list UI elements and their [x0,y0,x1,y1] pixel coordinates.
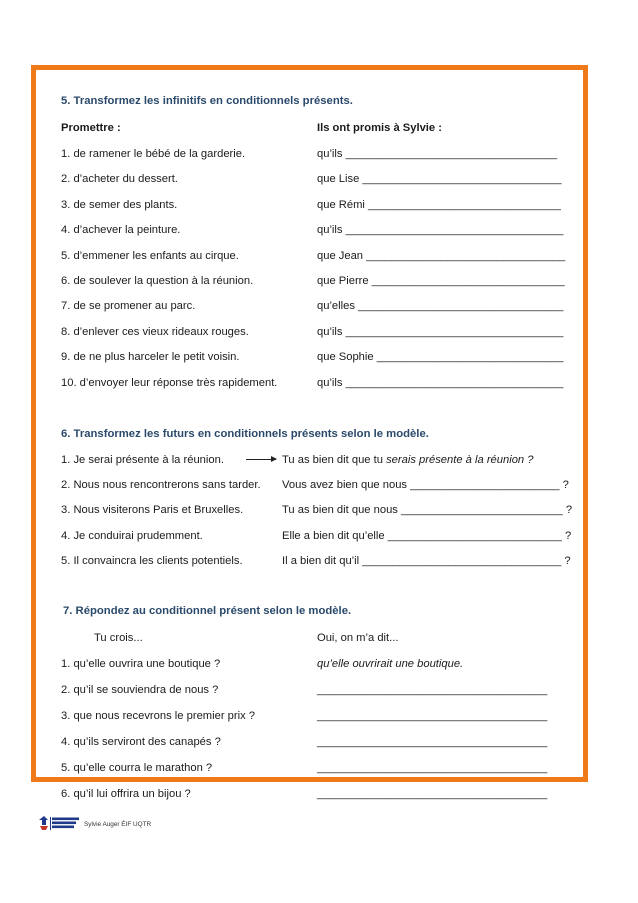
s6-row-1-example [282,453,533,467]
s6-row-3-answer[interactable]: Tu as bien dit que nous __________________________ ? [282,504,573,516]
s6-example-answer: serais présente à la réunion ? [386,454,534,466]
s7-row-4-left: 4. qu’ils serviront des canapés ? [61,736,221,748]
s7-row-4-answer[interactable]: _____________________________________ [317,736,548,748]
s6-row-4-left: 4. Je conduirai prudemment. [61,530,203,542]
s6-row-2-answer[interactable]: Vous avez bien que nous ________________________ ? [282,479,569,491]
section7-head-right: Oui, on m’a dit... [317,632,399,644]
s6-row-2-left: 2. Nous nous rencontrerons sans tarder. [61,479,261,491]
s5-row-8-left: 8. d’enlever ces vieux rideaux rouges. [61,326,249,338]
footer-credit: Sylvie Auger ÉIF UQTR [84,821,152,828]
s5-row-6-left: 6. de soulever la question à la réunion. [61,275,254,287]
school-logo-icon [37,814,81,832]
s5-row-7-answer[interactable]: qu’elles _________________________________ [317,300,564,312]
s5-row-10-answer[interactable]: qu’ils ___________________________________ [317,377,564,389]
s7-row-6-left: 6. qu’il lui offrira un bijou ? [61,788,191,800]
section7-head-left: Tu crois... [94,632,143,644]
s6-row-3-left: 3. Nous visiterons Paris et Bruxelles. [61,504,244,516]
arrow-right-icon [246,459,276,460]
s7-row-1-example: qu’elle ouvrirait une boutique. [317,658,464,670]
s6-row-4-answer[interactable]: Elle a bien dit qu’elle ____________________________ ? [282,530,572,542]
s5-row-2-answer[interactable]: que Lise ________________________________ [317,173,562,185]
s5-row-9-left: 9. de ne plus harceler le petit voisin. [61,351,240,363]
s7-row-3-answer[interactable]: _____________________________________ [317,710,548,722]
s5-row-3-left: 3. de semer des plants. [61,199,178,211]
s5-row-7-left: 7. de se promener au parc. [61,300,196,312]
s5-row-3-answer[interactable]: que Rémi _______________________________ [317,199,561,211]
s7-row-2-left: 2. qu’il se souviendra de nous ? [61,684,219,696]
s5-row-1-answer[interactable]: qu’ils __________________________________ [317,148,558,160]
section5-head-right: Ils ont promis à Sylvie : [317,122,442,134]
s5-row-8-answer[interactable]: qu’ils ___________________________________ [317,326,564,338]
s5-row-4-left: 4. d’achever la peinture. [61,224,181,236]
s7-row-6-answer[interactable]: _____________________________________ [317,788,548,800]
s5-row-10-left: 10. d’envoyer leur réponse très rapidement. [61,377,278,389]
s6-example-prefix: Tu as bien dit que tu [282,454,387,466]
s6-row-5-answer[interactable]: Il a bien dit qu’il ________________________________ ? [282,555,571,567]
s7-row-3-left: 3. que nous recevrons le premier prix ? [61,710,256,722]
s5-row-6-answer[interactable]: que Pierre _______________________________ [317,275,565,287]
s7-row-5-answer[interactable]: _____________________________________ [317,762,548,774]
s5-row-4-answer[interactable]: qu’ils ___________________________________ [317,224,564,236]
s5-row-5-left: 5. d’emmener les enfants au cirque. [61,250,239,262]
s7-row-1-left: 1. qu’elle ouvrira une boutique ? [61,658,221,670]
s5-row-1-left: 1. de ramener le bébé de la garderie. [61,148,246,160]
section5-head-left: Promettre : [61,122,121,134]
s5-row-9-answer[interactable]: que Sophie ______________________________ [317,351,564,363]
s5-row-5-answer[interactable]: que Jean ________________________________ [317,250,566,262]
section5-title: 5. Transformez les infinitifs en conditionnels présents. [61,95,353,107]
s7-row-5-left: 5. qu’elle courra le marathon ? [61,762,213,774]
section6-title: 6. Transformez les futurs en conditionnels présents selon le modèle. [61,428,429,440]
s6-row-5-left: 5. Il convaincra les clients potentiels. [61,555,243,567]
s5-row-2-left: 2. d’acheter du dessert. [61,173,178,185]
s6-row-1-left: 1. Je serai présente à la réunion. [61,454,224,466]
section7-title: 7. Répondez au conditionnel présent selon le modèle. [63,605,352,617]
s7-row-2-answer[interactable]: _____________________________________ [317,684,548,696]
